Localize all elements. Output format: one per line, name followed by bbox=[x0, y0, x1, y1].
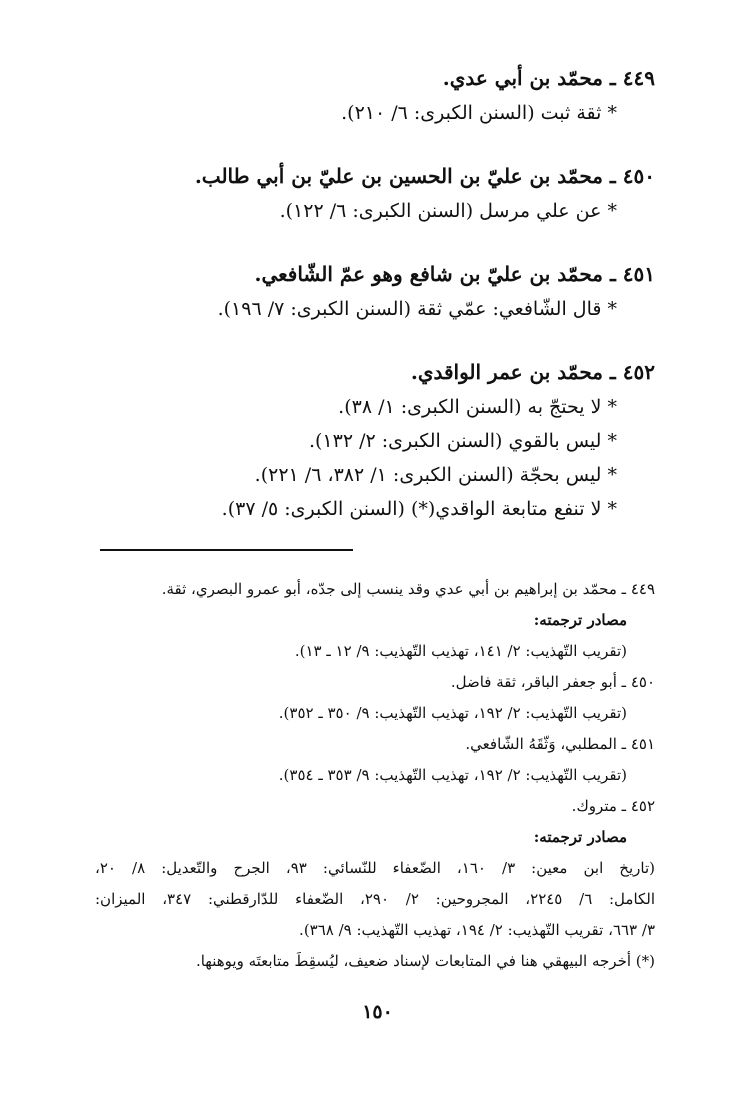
footnotes bbox=[95, 574, 655, 977]
entry-statement: * ليس بحجّة (السنن الكبرى: ١/ ٣٨٢، ٦/ ٢٢١). bbox=[254, 464, 617, 486]
sources-heading: مصادر ترجمته: bbox=[533, 611, 627, 629]
entry-heading: ٤٥١ ـ محمّد بن عليّ بن شافع وهو عمّ الشّافعي. bbox=[254, 262, 655, 286]
sources-heading: مصادر ترجمته: bbox=[533, 828, 627, 846]
entry-statement: * ثقة ثبت (السنن الكبرى: ٦/ ٢١٠). bbox=[341, 102, 617, 124]
entry-statement: * عن علي مرسل (السنن الكبرى: ٦/ ١٢٢). bbox=[279, 200, 617, 222]
entry-statement: * قال الشّافعي: عمّي ثقة (السنن الكبرى: ٧/ ١٩٦). bbox=[217, 298, 617, 320]
entry-452 bbox=[95, 354, 655, 526]
footnote-source-line: (تقريب التّهذيب: ٢/ ١٩٢، تهذيب التّهذيب: ٩/ ٣٥٣ ـ ٣٥٤). bbox=[278, 766, 627, 784]
footnote-449: ٤٤٩ ـ محمّد بن إبراهيم بن أبي عدي وقد ينسب إلى جدّه، أبو عمرو البصري، ثقة. bbox=[161, 580, 655, 598]
footnote-source-line: (تقريب التّهذيب: ٢/ ١٩٢، تهذيب التّهذيب: ٩/ ٣٥٠ ـ ٣٥٢). bbox=[278, 704, 627, 722]
entry-statement: * ليس بالقوي (السنن الكبرى: ٢/ ١٣٢). bbox=[308, 430, 617, 452]
entry-statement: * لا يحتجّ به (السنن الكبرى: ١/ ٣٨). bbox=[338, 396, 617, 418]
entry-451 bbox=[95, 256, 655, 326]
footnote-451: ٤٥١ ـ المطلبي، وَثّقَهُ الشّافعي. bbox=[465, 735, 655, 753]
entry-heading: ٤٥٢ ـ محمّد بن عمر الواقدي. bbox=[410, 360, 655, 384]
footnote-450: ٤٥٠ ـ أبو جعفر الباقر، ثقة فاضل. bbox=[450, 673, 655, 691]
footnote-source-line: (تقريب التّهذيب: ٢/ ١٤١، تهذيب التّهذيب: ٩/ ١٢ ـ ١٣). bbox=[294, 642, 627, 660]
entry-450 bbox=[95, 158, 655, 228]
footnote-source-line: ٣/ ٦٦٣، تقريب التّهذيب: ٢/ ١٩٤، تهذيب التّهذيب: ٩/ ٣٦٨). bbox=[299, 921, 655, 939]
entry-heading: ٤٤٩ ـ محمّد بن أبي عدي. bbox=[442, 66, 655, 90]
footnote-source-line: (تاريخ ابن معين: ٣/ ١٦٠، الضّعفاء للنّسائي: ٩٣، الجرح والتّعديل: ٨/ ٢٠، bbox=[95, 859, 655, 877]
entry-heading: ٤٥٠ ـ محمّد بن عليّ بن الحسين بن عليّ بن أبي طالب. bbox=[194, 164, 655, 188]
footnote-source-line: الكامل: ٦/ ٢٢٤٥، المجروحين: ٢/ ٢٩٠، الضّعفاء للدّارقطني: ٣٤٧، الميزان: bbox=[95, 890, 656, 908]
page-number: ١٥٠ bbox=[362, 1001, 393, 1023]
narrator-entries bbox=[95, 60, 655, 554]
footnote-asterisk: (*) أخرجه البيهقي هنا في المتابعات لإسناد ضعيف، ليُسقِطَ متابعتَه ويوهنها. bbox=[195, 952, 655, 970]
footnote-452: ٤٥٢ ـ متروك. bbox=[571, 797, 655, 815]
entry-statement: * لا تنفع متابعة الواقدي(*) (السنن الكبرى: ٥/ ٣٧). bbox=[221, 498, 617, 520]
entry-449 bbox=[95, 60, 655, 130]
footnote-divider bbox=[100, 549, 353, 551]
